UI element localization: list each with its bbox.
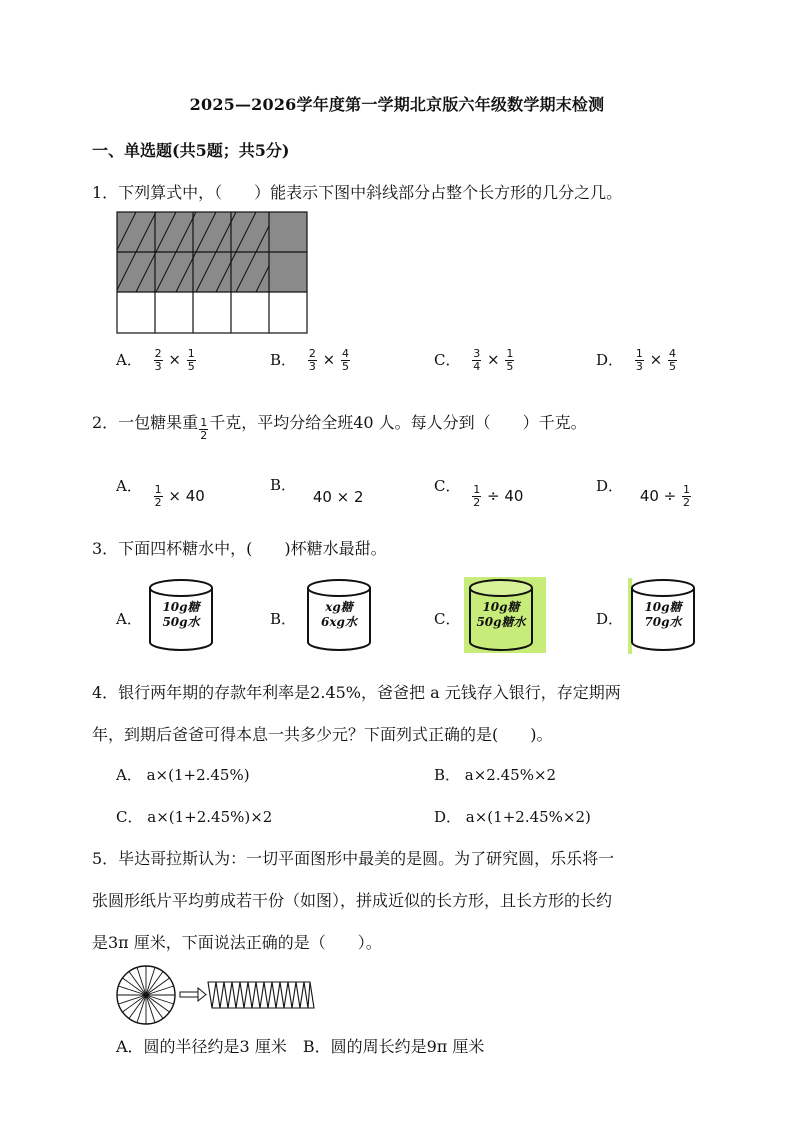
cup-d-text: 10g糖 70g水 [644, 600, 682, 629]
question-5-line-1: 5．毕达哥拉斯认为：一切平面图形中最美的是圆。为了研究圆，乐乐将一 [92, 849, 615, 868]
q4-option-b[interactable]: B． a×2.45%×2 [434, 766, 557, 784]
question-5-line-3: 是3π 厘米，下面说法正确的是（ ）。 [92, 933, 382, 952]
q2-option-a[interactable]: A． $\frac{1}{2}$ × 40 [116, 476, 205, 509]
q4-option-d[interactable]: D． a×(1+2.45%×2) [434, 808, 591, 826]
q2-option-d[interactable]: D． 40 ÷ $\frac{1}{2}$ [596, 476, 691, 509]
q3-option-b-label[interactable]: B． [270, 610, 297, 628]
question-5-line-2: 张圆形纸片平均剪成若干份（如图），拼成近似的长方形，且长方形的长约 [92, 891, 613, 910]
q1-option-a[interactable]: A． $\frac{2}{3}$ × $\frac{1}{5}$ [116, 347, 195, 373]
q4-option-c[interactable]: C． a×(1+2.45%)×2 [116, 808, 273, 826]
arrow-right-icon [180, 988, 206, 1001]
section-title: 一、单选题(共5题；共5分) [92, 141, 290, 160]
q3-option-a-label[interactable]: A． [116, 610, 142, 628]
sector-circle-icon [117, 966, 175, 1024]
question-3-text: 3．下面四杯糖水中，( )杯糖水最甜。 [92, 539, 387, 558]
question-2-text: 2．一包糖果重 $\frac{1}{2}$ 千克，平均分给全班40 人。每人分到（ ）千克。 [92, 413, 587, 442]
cup-b-text: xg糖 6xg水 [321, 600, 357, 629]
q1-option-d[interactable]: D． $\frac{1}{3}$ × $\frac{4}{5}$ [596, 347, 676, 373]
q5-options-line[interactable]: A．圆的半径约是3 厘米 B．圆的周长约是9π 厘米 [116, 1037, 485, 1056]
cup-a-text: 10g糖 50g水 [162, 600, 200, 629]
q5-circle-to-rectangle-figure [114, 964, 318, 1028]
q3-option-c-label[interactable]: C． [434, 610, 461, 628]
q3-option-d-label[interactable]: D． [596, 610, 624, 628]
page-title: 2025—2026学年度第一学期北京版六年级数学期末检测 [189, 95, 605, 114]
rearranged-rectangle-icon [208, 982, 314, 1008]
q2-option-b[interactable]: B． 40 × 2 [270, 476, 364, 506]
cup-c-text: 10g糖 50g糖水 [476, 600, 526, 629]
q1-option-b[interactable]: B． $\frac{2}{3}$ × $\frac{4}{5}$ [270, 347, 349, 373]
q4-option-a[interactable]: A． a×(1+2.45%) [116, 766, 250, 784]
question-1-text: 1．下列算式中，（ ）能表示下图中斜线部分占整个长方形的几分之几。 [92, 183, 623, 202]
q2-option-c[interactable]: C． $\frac{1}{2}$ ÷ 40 [434, 476, 524, 509]
question-4-line-1: 4．银行两年期的存款年利率是2.45%，爸爸把 a 元钱存入银行，存定期两 [92, 683, 621, 702]
q1-rectangle-figure [116, 211, 310, 335]
q1-option-c[interactable]: C． $\frac{3}{4}$ × $\frac{1}{5}$ [434, 347, 514, 373]
question-4-line-2: 年，到期后爸爸可得本息一共多少元？下面列式正确的是( )。 [92, 725, 553, 744]
